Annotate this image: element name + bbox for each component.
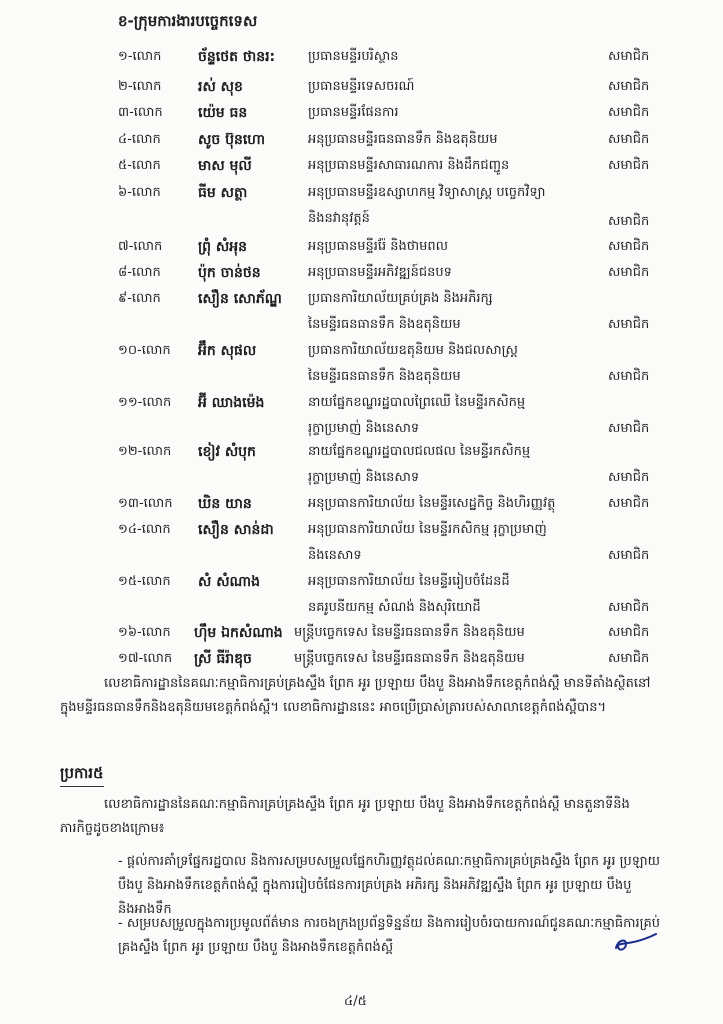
member-number: ៤-លោក [118, 132, 161, 147]
member-number: ១៦-លោក [118, 625, 171, 640]
member-name: អ៊ឹក សុផល [198, 343, 257, 359]
member-role: មន្ត្រីបច្ចេកទេស នៃមន្ទីរធនធានទឹក និងឧតុនិយម [294, 651, 525, 666]
member-label: សមាជិក [608, 651, 650, 666]
member-name: ស្រី ធីរ៉ាឌុច [194, 651, 252, 667]
member-label: សមាជិក [608, 625, 650, 640]
member-name: មាស មុលី [198, 158, 252, 174]
member-name: សឿន សោភ័ណ្ឌ [198, 291, 282, 307]
member-role: ប្រធានការិយាល័យគ្រប់គ្រង និងអភិរក្ស [308, 291, 493, 306]
member-role: អនុប្រធានមន្ទីរសាធារណការ និងដឹកជញ្ជូន [308, 158, 510, 173]
member-label: សមាជិក [608, 548, 650, 563]
member-name: សឿន សាន់ដា [198, 522, 274, 538]
member-label: សមាជិក [608, 132, 650, 147]
page-number: ៤/៥ [344, 994, 367, 1009]
member-label: សមាជិក [608, 421, 650, 436]
secretariat-paragraph: លេខាធិការដ្ឋាននៃគណៈកម្មាធិការគ្រប់គ្រងស្ទឹង ព្រែក អូរ ប្រឡាយ បឹងបួ និងអាងទឹកខេត្តកំពង់ស្ពឺ មានទីតាំងស្ថិតនៅក្នុងមន្ទីរធនធានទឹកនិងឧតុនិយមខេត្តកំពង់ស្ពឺ។ លេខាធិការដ្ឋាននេះ អាចប្រើប្រាស់ត្រារបស់សាលាខេត្តកំពង់ស្ពឺបាន។ [60, 676, 651, 715]
member-name: ឃិន យាន [198, 496, 252, 512]
member-role-continued: រុក្ខាប្រមាញ់ និងនេសាទ [308, 470, 420, 485]
member-name: សូច ប៊ុនហោ [198, 132, 266, 148]
member-role: អនុប្រធានមន្ទីរឧស្សាហកម្ម វិទ្យាសាស្ត្រ បច្ចេកវិទ្យា [308, 185, 546, 200]
member-number: ៨-លោក [118, 265, 161, 280]
member-name: ប៉ុក ចាន់ថន [198, 265, 261, 281]
member-role: នាយផ្នែកខណ្ឌរដ្ឋបាលព្រៃឈើ នៃមន្ទីរកសិកម្ម [308, 395, 526, 410]
member-label: សមាជិក [608, 158, 650, 173]
article-paragraph: លេខាធិការដ្ឋាននៃគណៈកម្មាធិការគ្រប់គ្រងស្ទឹង ព្រែក អូរ ប្រឡាយ បឹងបួ និងអាងទឹកខេត្តកំពង់ស្ពឺ មានតួនាទីនិងភារកិច្ចដូចខាងក្រោម៖ [60, 797, 630, 836]
bullet-item: - សម្របសម្រួលក្នុងការប្រមូលព័ត៌មាន ការចងក្រងប្រព័ន្ធទិន្នន័យ និងការរៀបចំរបាយការណ៍ជូនគណៈកម្មាធិការគ្រប់គ្រងស្ទឹង ព្រែក អូរ ប្រឡាយ បឹងបួ និងអាងទឹកខេត្តកំពង់ស្ពឺ [118, 916, 661, 955]
member-label: សមាជិក [608, 214, 650, 229]
member-role-continued: នៃមន្ទីរធនធានទឹក និងឧតុនិយម [308, 369, 461, 384]
member-name: ព្រុំ សំអុន [198, 239, 248, 255]
member-role: អនុប្រធានមន្ទីរអភិវឌ្ឍន៍ជនបទ [308, 265, 452, 280]
member-number: ៩-លោក [118, 291, 161, 306]
member-role: អនុប្រធានការិយាល័យ នៃមន្ទីរសេដ្ឋកិច្ច និងហិរញ្ញវត្ថុ [308, 496, 556, 511]
member-role-continued: នៃមន្ទីរធនធានទឹក និងឧតុនិយម [308, 317, 461, 332]
member-label: សមាជិក [608, 79, 650, 94]
member-role: ប្រធានមន្ទីរផែនការ [308, 105, 399, 120]
member-name: អ៊ី ឈាងម៉េង [198, 395, 265, 411]
member-number: ១៤-លោក [118, 522, 171, 537]
member-role-continued: និងនេសាទ [308, 548, 362, 563]
member-number: ១០-លោក [118, 343, 171, 358]
member-number: ១-លោក [118, 49, 162, 64]
member-label: សមាជិក [608, 470, 650, 485]
member-number: ១៧-លោក [118, 651, 173, 666]
member-number: ៥-លោក [118, 158, 161, 173]
member-number: ២-លោក [118, 79, 162, 94]
member-name: យ៉េម ធន [198, 105, 248, 121]
member-role: នាយផ្នែកខណ្ឌរដ្ឋបាលជលផល នៃមន្ទីរកសិកម្ម [308, 444, 531, 459]
member-role: ប្រធានមន្ទីរទេសចរណ៍ [308, 79, 415, 94]
member-role-continued: និងនវានុវត្តន៍ [308, 211, 370, 226]
member-role: ប្រធានមន្ទីរបរិស្ថាន [308, 49, 399, 64]
member-number: ៣-លោក [118, 105, 163, 120]
member-label: សមាជិក [608, 369, 650, 384]
member-number: ១១-លោក [118, 395, 172, 410]
member-name: រស់ សុខ [198, 79, 243, 95]
member-name: ហ៊ឹម ឯកសំណាង [194, 625, 283, 641]
member-role-continued: នគរូបនីយកម្ម សំណង់ និងសុរិយោដី [308, 600, 481, 615]
member-label: សមាជិក [608, 496, 650, 511]
member-number: ១៥-លោក [118, 574, 171, 589]
member-role-continued: រុក្ខាប្រមាញ់ និងនេសាទ [308, 421, 420, 436]
section-heading: ខ-ក្រុមការងារបច្ចេកទេស [118, 12, 258, 30]
member-role: អនុប្រធានមន្ទីរធនធានទឹក និងឧតុនិយម [308, 132, 498, 147]
member-label: សមាជិក [608, 239, 650, 254]
member-number: ៦-លោក [118, 185, 161, 200]
member-label: សមាជិក [608, 49, 650, 64]
article-heading: ប្រការ៥ [60, 764, 104, 787]
member-name: សំ សំណាង [198, 574, 260, 590]
member-role: មន្ត្រីបច្ចេកទេស នៃមន្ទីរធនធានទឹក និងឧតុនិយម [294, 625, 525, 640]
member-role: ប្រធានការិយាល័យឧតុនិយម និងជលសាស្ត្រ [308, 343, 518, 358]
member-role: អនុប្រធានការិយាល័យ នៃមន្ទីររៀបចំដែនដី [308, 574, 510, 589]
member-number: ៧-លោក [118, 239, 163, 254]
member-role: អនុប្រធានមន្ទីររ៉ែ និងថាមពល [308, 239, 449, 254]
member-label: សមាជិក [608, 317, 650, 332]
member-name: ច័ន្ទថេត ថានរ: [198, 49, 276, 65]
bullet-item: - ផ្តល់ការគាំទ្រផ្នែករដ្ឋបាល និងការសម្របសម្រួលផ្នែកហិរញ្ញវត្ថុដល់គណៈកម្មាធិការគ្រប់គ្រងស្ទឹង ព្រែក អូរ ប្រឡាយ បឹងបួ និងអាងទឹកខេត្តកំពង់ស្ពឺ ក្នុងការរៀបចំផែនការគ្រប់គ្រង អភិរក្ស និងអភិវឌ្ឍស្ទឹង ព្រែក អូរ ប្រឡាយ បឹងបួ និងអាងទឹក [118, 854, 661, 917]
member-label: សមាជិក [608, 105, 650, 120]
signature-mark [612, 930, 660, 956]
member-number: ១៣-លោក [118, 496, 173, 511]
member-role: អនុប្រធានការិយាល័យ នៃមន្ទីរកសិកម្ម រុក្ខាប្រមាញ់ [308, 522, 547, 537]
member-label: សមាជិក [608, 265, 650, 280]
member-name: ធីម សត្ថា [198, 185, 248, 201]
member-number: ១២-លោក [118, 444, 172, 459]
member-name: ខៀវ សំបុក [198, 444, 256, 460]
member-label: សមាជិក [608, 600, 650, 615]
